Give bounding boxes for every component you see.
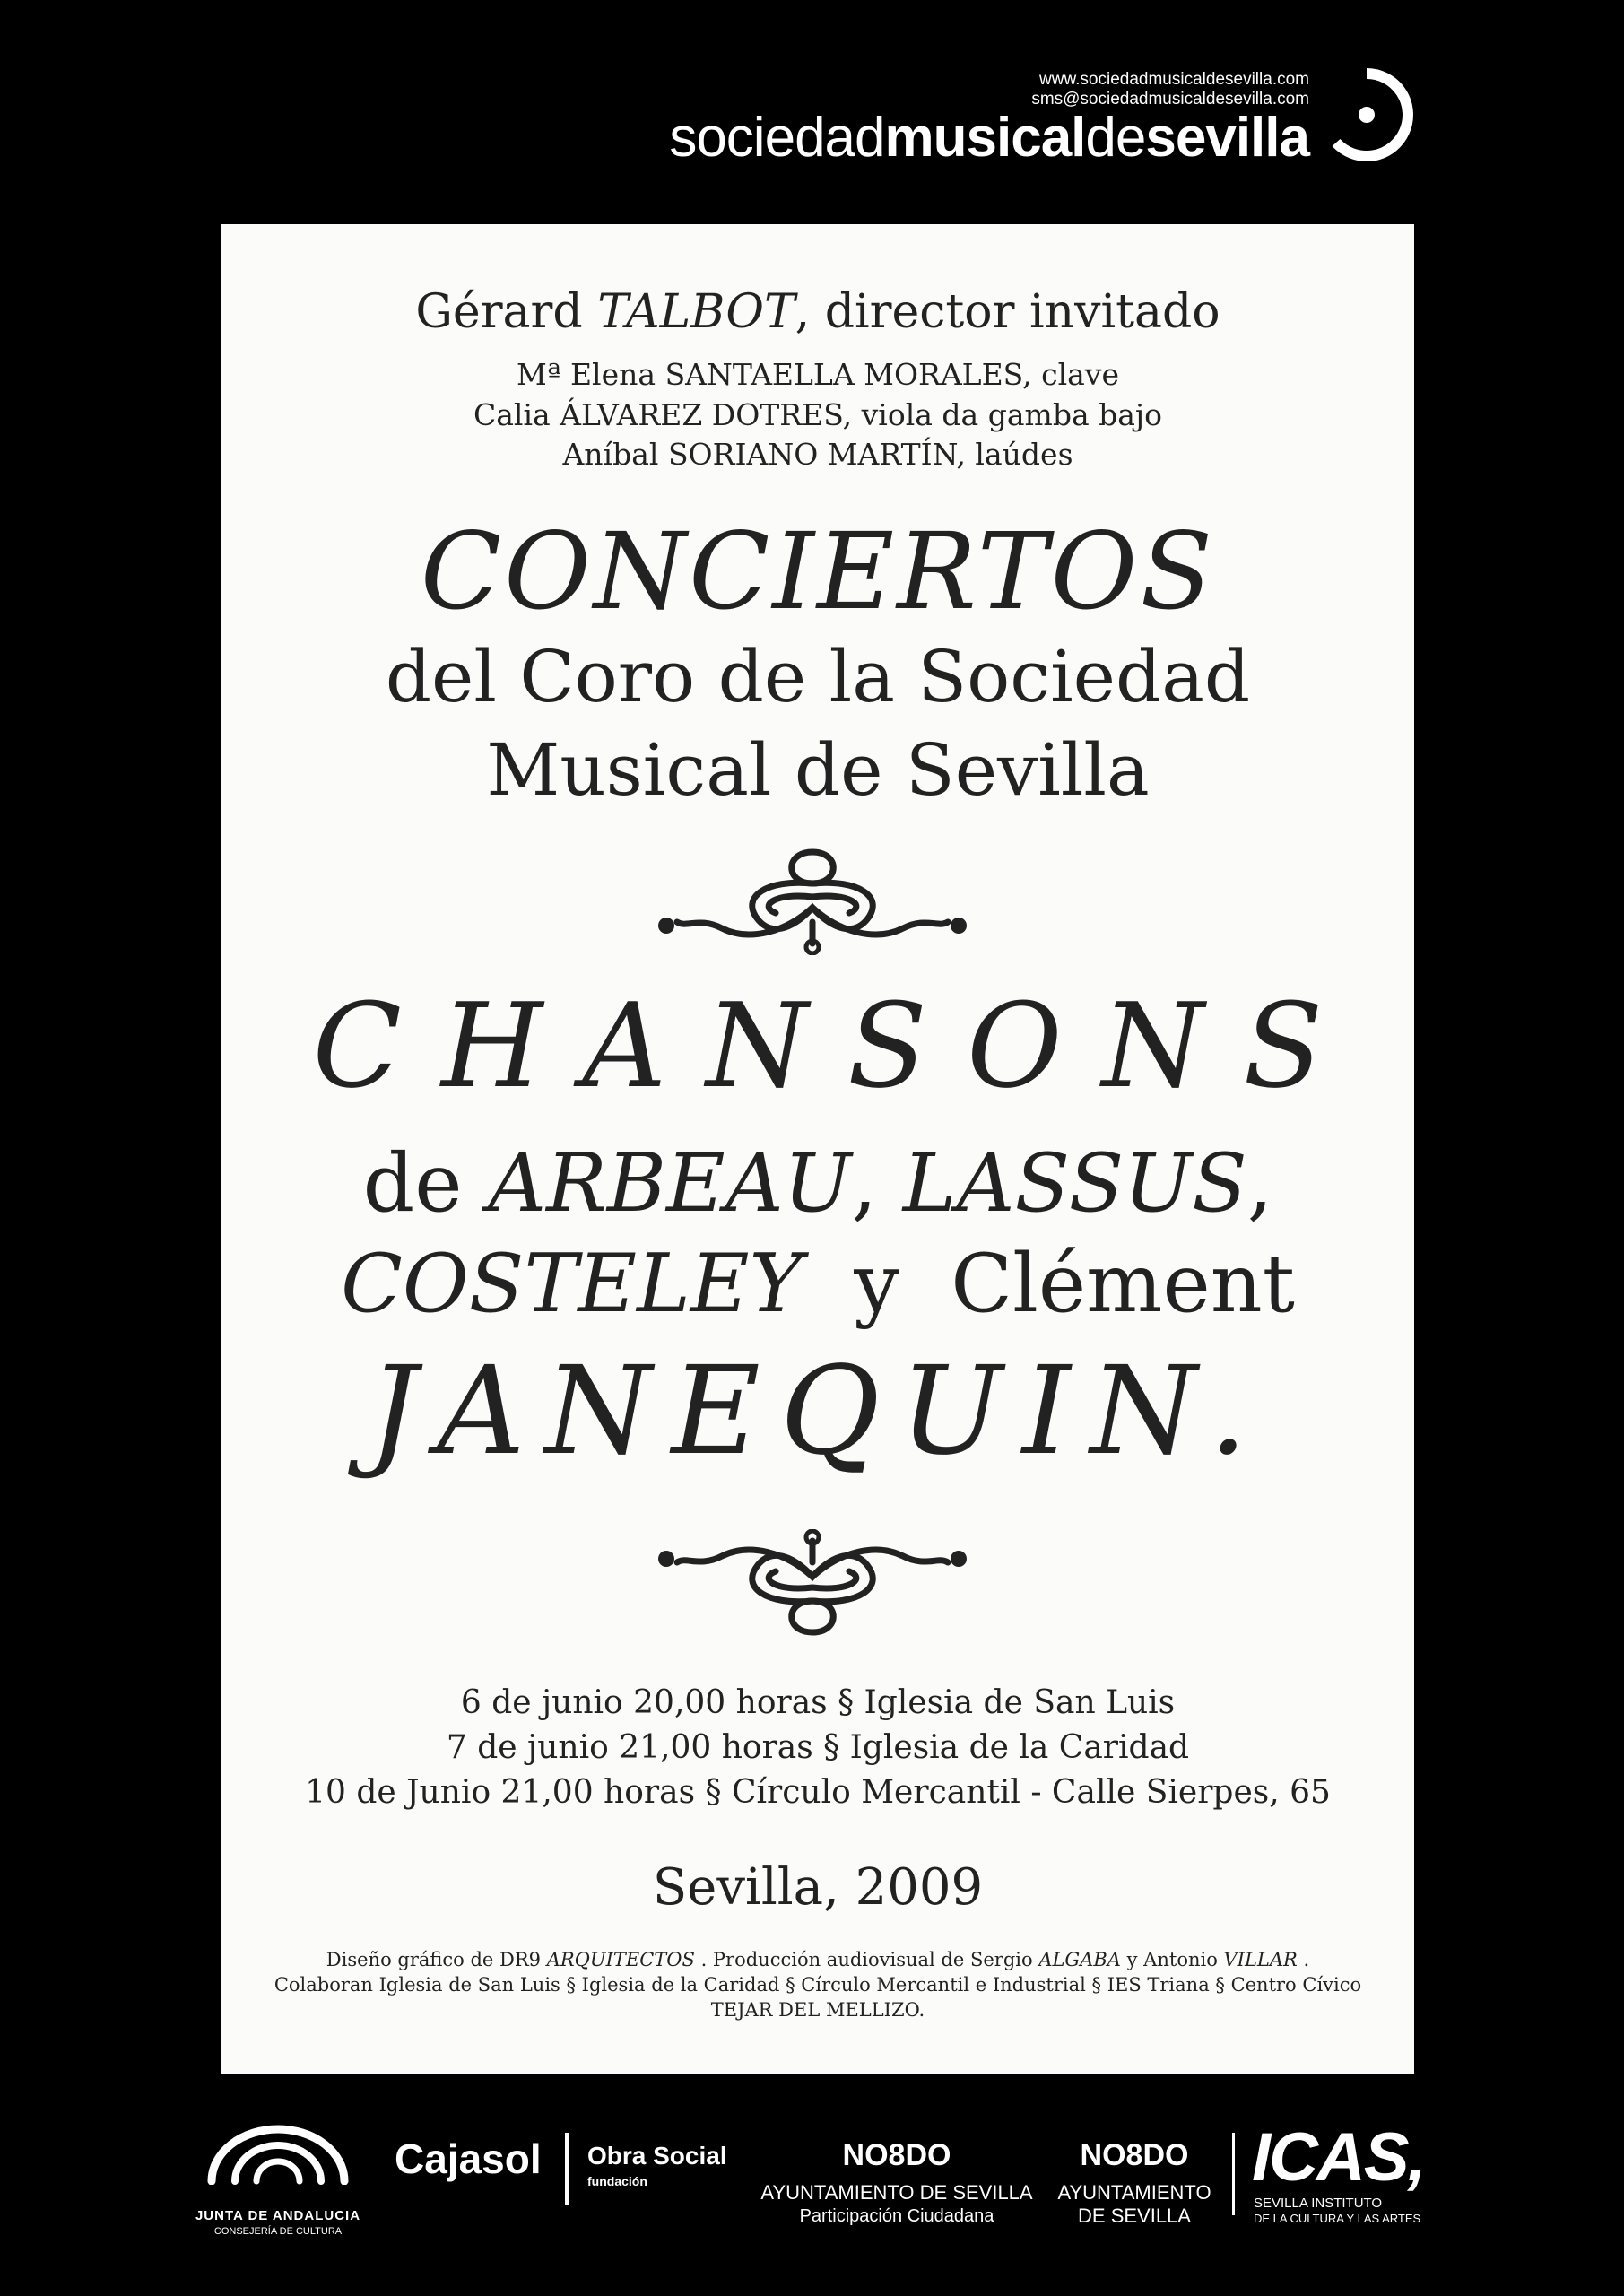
poster-subtitle-line2: Musical de Sevilla	[486, 728, 1150, 812]
email-link[interactable]: sms@sociedadmusicaldesevilla.com	[1031, 90, 1309, 109]
brand-part-musical: musical	[884, 107, 1086, 169]
composer-janequin: JANEQUIN.	[368, 1341, 1268, 1483]
fundacion-label: fundación	[587, 2174, 647, 2188]
ayuntamiento-label: AYUNTAMIENTO	[1057, 2181, 1211, 2204]
credit-name: ALGABA	[1038, 1949, 1121, 1970]
ornament-top-icon	[650, 843, 975, 955]
program-title: CHANSONS	[312, 978, 1363, 1114]
junta-andalucia-subtitle: CONSEJERÍA DE CULTURA	[213, 2226, 343, 2237]
performer-line	[221, 357, 1414, 392]
composers-line2	[221, 1237, 1414, 1331]
composer-lassus: LASSUS	[902, 1136, 1247, 1231]
junta-andalucia-logo-icon	[204, 2120, 352, 2185]
participacion-ciudadana-label: Participación Ciudadana	[799, 2206, 994, 2226]
sponsor-divider	[565, 2133, 569, 2205]
icas-subtitle-line1: SEVILLA INSTITUTO	[1254, 2196, 1383, 2211]
performer-role: , laúdes	[956, 437, 1073, 472]
performer-role: , clave	[1022, 357, 1119, 392]
de-sevilla-label: DE SEVILLA	[1078, 2205, 1191, 2227]
concert-date: 7 de junio 21,00 horas § Iglesia de la Caridad	[446, 1729, 1190, 1766]
director-role: , director invitado	[795, 285, 1220, 339]
credit-name: VILLAR	[1223, 1949, 1298, 1970]
performer-role: , viola da gamba bajo	[842, 397, 1163, 432]
obra-social-label: Obra Social	[587, 2142, 727, 2170]
performer-last-name: SANTAELLA MORALES	[664, 357, 1023, 392]
cajasol-logo: Cajasol	[395, 2135, 542, 2182]
icas-subtitle-line2: DE LA CULTURA Y LAS ARTES	[1254, 2212, 1421, 2225]
performer-last-name: SORIANO MARTÍN	[667, 437, 957, 472]
icas-logo: ICAS,	[1252, 2119, 1425, 2196]
city-year: Sevilla, 2009	[652, 1858, 984, 1917]
director-first-name: Gérard	[415, 285, 598, 339]
credit-end: .	[1297, 1949, 1310, 1970]
credits-line1	[221, 1949, 1414, 1970]
credit-and: y Antonio	[1120, 1949, 1224, 1970]
performer-last-name: ÁLVAREZ DOTRES	[560, 397, 843, 432]
concert-date: 6 de junio 20,00 horas § Iglesia de San Luis	[460, 1684, 1176, 1721]
credit-production: . Producción audiovisual de Sergio	[694, 1949, 1039, 1970]
credit-design: Diseño gráfico de DR9	[326, 1949, 547, 1970]
composer-costeley: COSTELEY	[341, 1237, 803, 1331]
ayuntamiento-sevilla-label: AYUNTAMIENTO DE SEVILLA	[760, 2181, 1033, 2204]
brand-part-de: de	[1085, 107, 1146, 169]
conjunction-y: y	[802, 1237, 951, 1331]
composers-de: de	[362, 1136, 489, 1231]
ornament-bottom-icon	[650, 1529, 975, 1641]
concert-date: 10 de Junio 21,00 horas § Círculo Mercantil - Calle Sierpes, 65	[305, 1774, 1331, 1811]
junta-andalucia-name: JUNTA DE ANDALUCIA	[195, 2208, 361, 2223]
separator-comma: ,	[1246, 1136, 1273, 1231]
performer-first-name: Mª Elena	[517, 357, 665, 392]
composer-arbeau: ARBEAU	[488, 1136, 852, 1231]
performer-first-name: Calia	[473, 397, 560, 432]
separator-comma: ,	[851, 1136, 903, 1231]
sponsor-divider	[1232, 2133, 1235, 2215]
composer-clement: Clément	[951, 1237, 1295, 1331]
poster-title: CONCIERTOS	[420, 509, 1216, 633]
guest-director	[221, 285, 1414, 339]
brand-part-sevilla: sevilla	[1145, 107, 1309, 169]
credit-firm: ARQUITECTOS	[546, 1949, 695, 1970]
website-link[interactable]: www.sociedadmusicaldesevilla.com	[1039, 70, 1309, 89]
no8do-logo: NO8DO	[1080, 2138, 1189, 2172]
credits-line3: TEJAR DEL MELLIZO.	[710, 1999, 925, 2021]
brand-part-sociedad: sociedad	[669, 107, 885, 169]
director-last-name: TALBOT	[597, 285, 795, 339]
composers-line1	[221, 1136, 1414, 1231]
poster-content	[221, 0, 1414, 2296]
credits-line2: Colaboran Iglesia de San Luis § Iglesia de la Caridad § Círculo Mercantil e Industrial § IES Triana § Centro Cívico	[274, 1974, 1362, 1996]
performer-line	[221, 437, 1414, 472]
performer-first-name: Aníbal	[562, 437, 668, 472]
poster-subtitle-line1: del Coro de la Sociedad	[385, 635, 1251, 718]
no8do-logo: NO8DO	[842, 2138, 951, 2172]
performer-line	[221, 397, 1414, 432]
